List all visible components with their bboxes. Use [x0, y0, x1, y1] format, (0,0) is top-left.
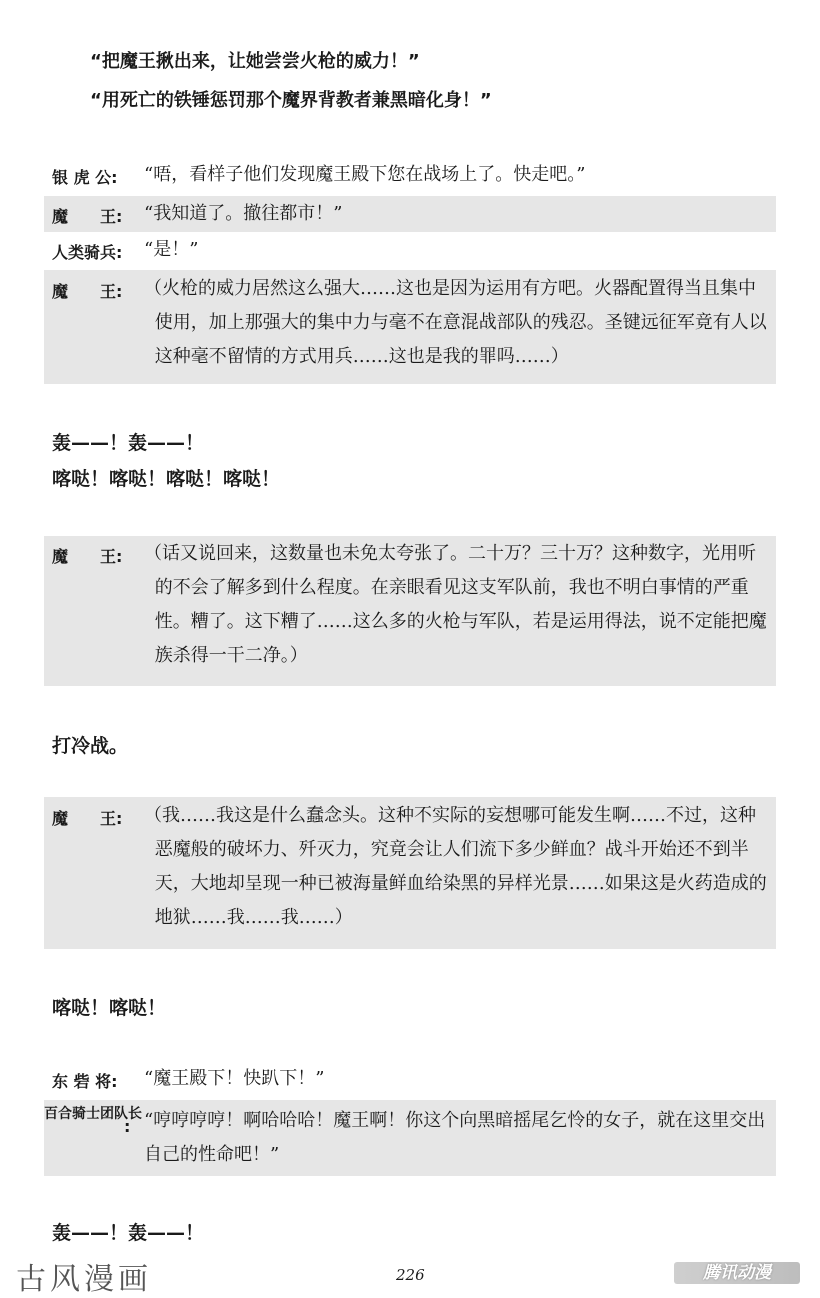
watermark-logo-left: 古风漫画: [16, 1262, 152, 1297]
speaker-label: 魔 王:: [52, 282, 123, 301]
shout-line-2: “用死亡的铁锤惩罚那个魔界背教者兼黑暗化身！”: [90, 90, 492, 111]
watermark-logo-right: 腾讯动漫: [674, 1262, 800, 1284]
shout-line-1: “把魔王揪出来，让她尝尝火枪的威力！”: [90, 51, 420, 72]
page-number: 226: [396, 1266, 425, 1284]
sound-effect: 打冷战。: [52, 735, 129, 757]
sound-effect: 喀哒！喀哒！: [52, 997, 167, 1019]
speaker-label: 百合骑士团队长: [44, 1106, 142, 1122]
speaker-label: 魔 王:: [52, 809, 123, 828]
dialogue-text: （火枪的威力居然这么强大……这也是因为运用有方吧。火器配置得当且集中使用，加上那强大的集中力与毫不在意混战部队的残忍。圣键远征军竟有人以这种毫不留情的方式用兵……这也是我的罪吗……）: [144, 278, 767, 367]
sound-effect: 喀哒！喀哒！喀哒！喀哒！: [52, 468, 281, 490]
dialogue-text: “是！”: [144, 239, 199, 260]
speaker-label: 魔 王:: [52, 207, 123, 226]
dialogue-block: [44, 1100, 776, 1176]
dialogue-block: [44, 797, 776, 949]
dialogue-block: [44, 158, 776, 192]
speaker-label: 魔 王:: [52, 547, 123, 566]
sound-effect: 轰——！轰——！: [52, 1222, 205, 1244]
dialogue-block: [44, 196, 776, 232]
sound-effect: 轰——！轰——！: [52, 432, 205, 454]
dialogue-text: “魔王殿下！快趴下！”: [144, 1068, 325, 1089]
dialogue-text: “唔，看样子他们发现魔王殿下您在战场上了。快走吧。”: [144, 164, 586, 185]
dialogue-text: “我知道了。撤往都市！”: [144, 203, 343, 224]
dialogue-text: “哼哼哼哼！啊哈哈哈！魔王啊！你这个向黑暗摇尾乞怜的女子，就在这里交出自己的性命吧！”: [144, 1110, 766, 1165]
dialogue-block: [44, 233, 776, 267]
dialogue-text: （话又说回来，这数量也未免太夸张了。二十万？三十万？这种数字，光用听的不会了解多到什么程度。在亲眼看见这支军队前，我也不明白事情的严重性。糟了。这下糟了……这么多的火枪与军队，若是运用得法，说不定能把魔族杀得一干二净。）: [144, 543, 767, 666]
dialogue-block: [44, 1062, 776, 1096]
dialogue-text: （我……我这是什么蠢念头。这种不实际的妄想哪可能发生啊……不过，这种恶魔般的破坏力、歼灭力，究竟会让人们流下多少鲜血？战斗开始还不到半天，大地却呈现一种已被海量鲜血给染黑的异样光景……如果这是火药造成的地狱……我……我……）: [144, 805, 767, 928]
speaker-label: 银 虎 公:: [52, 168, 118, 187]
dialogue-block: [44, 536, 776, 686]
dialogue-block: [44, 270, 776, 384]
speaker-colon: :: [124, 1117, 131, 1136]
speaker-label: 人类骑兵:: [52, 243, 123, 262]
speaker-label: 东 砦 将:: [52, 1072, 118, 1091]
